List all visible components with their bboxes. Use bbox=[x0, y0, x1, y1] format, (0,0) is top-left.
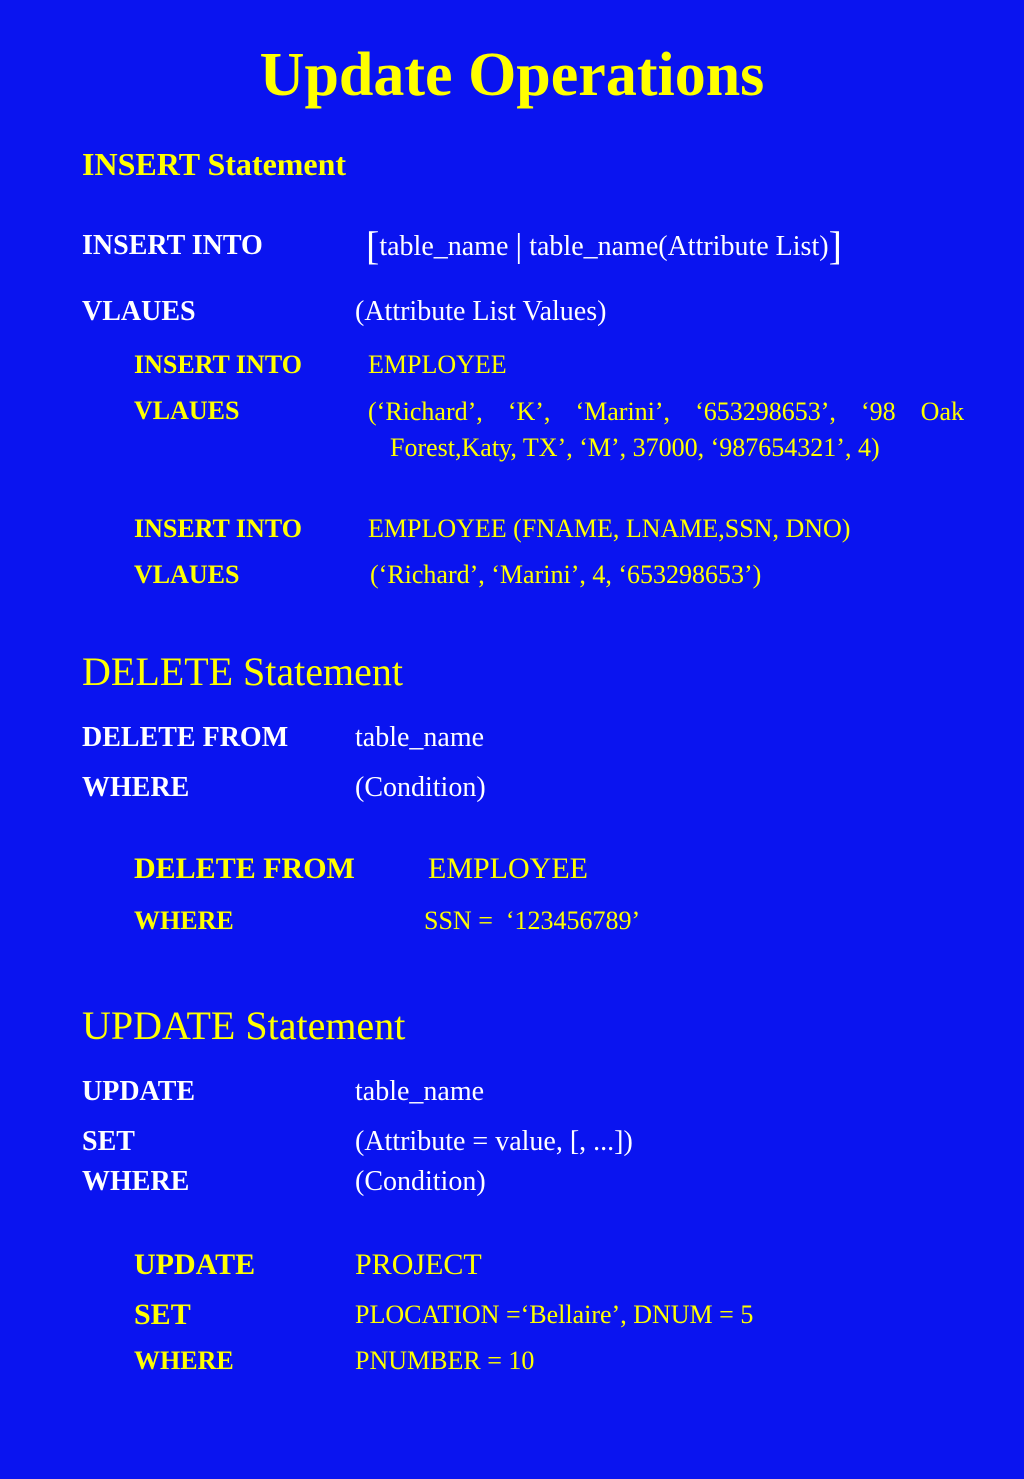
update-heading: UPDATE Statement bbox=[82, 1003, 406, 1048]
delete-example-table: EMPLOYEE bbox=[428, 852, 588, 885]
insert-example1-keyword: INSERT INTO bbox=[134, 350, 302, 379]
insert-example2-keyword: INSERT INTO bbox=[134, 514, 302, 543]
update-syntax-set-keyword: SET bbox=[82, 1126, 135, 1157]
update-example-set-keyword: SET bbox=[134, 1298, 191, 1331]
update-syntax-table: table_name bbox=[355, 1076, 485, 1107]
delete-syntax-keyword: DELETE FROM bbox=[82, 722, 289, 753]
update-syntax-keyword: UPDATE bbox=[82, 1076, 196, 1107]
insert-syntax-values: (Attribute List Values) bbox=[355, 296, 607, 327]
insert-syntax-keyword: INSERT INTO bbox=[82, 230, 263, 261]
insert-example2-values: (‘Richard’, ‘Marini’, 4, ‘653298653’) bbox=[370, 560, 762, 589]
delete-syntax-table: table_name bbox=[355, 722, 485, 753]
insert-option-table-name: table_name bbox=[379, 231, 509, 262]
update-syntax-condition: (Condition) bbox=[355, 1166, 486, 1197]
delete-syntax-where-keyword: WHERE bbox=[82, 772, 190, 803]
update-example-keyword: UPDATE bbox=[134, 1248, 256, 1281]
update-syntax-assignments: (Attribute = value, [, ...]) bbox=[355, 1126, 633, 1157]
insert-heading: INSERT Statement bbox=[82, 146, 347, 182]
update-example-condition: PNUMBER = 10 bbox=[355, 1346, 535, 1375]
bracket-open: [ bbox=[366, 223, 380, 268]
insert-syntax-values-keyword: VLAUES bbox=[82, 296, 196, 327]
delete-example-condition: SSN = ‘123456789’ bbox=[424, 906, 641, 935]
alternative-separator: | bbox=[515, 228, 523, 265]
delete-example-keyword: DELETE FROM bbox=[134, 852, 355, 885]
insert-option-attribute-list: table_name(Attribute List) bbox=[529, 231, 829, 262]
delete-heading: DELETE Statement bbox=[82, 649, 404, 694]
insert-example2-values-keyword: VLAUES bbox=[134, 560, 240, 589]
insert-example2-table: EMPLOYEE (FNAME, LNAME,SSN, DNO) bbox=[368, 514, 851, 543]
insert-example1-values: (‘Richard’, ‘K’, ‘Marini’, ‘653298653’, ‘98 Oak Forest,Katy, TX’, ‘M’, 37000, ‘987654321’, 4) bbox=[368, 397, 964, 462]
insert-example1-values-keyword: VLAUES bbox=[134, 396, 240, 425]
bracket-close: ] bbox=[828, 223, 842, 268]
update-syntax-where-keyword: WHERE bbox=[82, 1166, 190, 1197]
insert-syntax-target bbox=[366, 222, 842, 269]
update-example-table: PROJECT bbox=[355, 1248, 482, 1281]
delete-syntax-condition: (Condition) bbox=[355, 772, 486, 803]
insert-example1-table: EMPLOYEE bbox=[368, 350, 507, 379]
slide-title: Update Operations bbox=[259, 41, 765, 109]
delete-example-where-keyword: WHERE bbox=[134, 906, 234, 935]
update-example-where-keyword: WHERE bbox=[134, 1346, 234, 1375]
update-example-assignments: PLOCATION =‘Bellaire’, DNUM = 5 bbox=[355, 1300, 754, 1329]
